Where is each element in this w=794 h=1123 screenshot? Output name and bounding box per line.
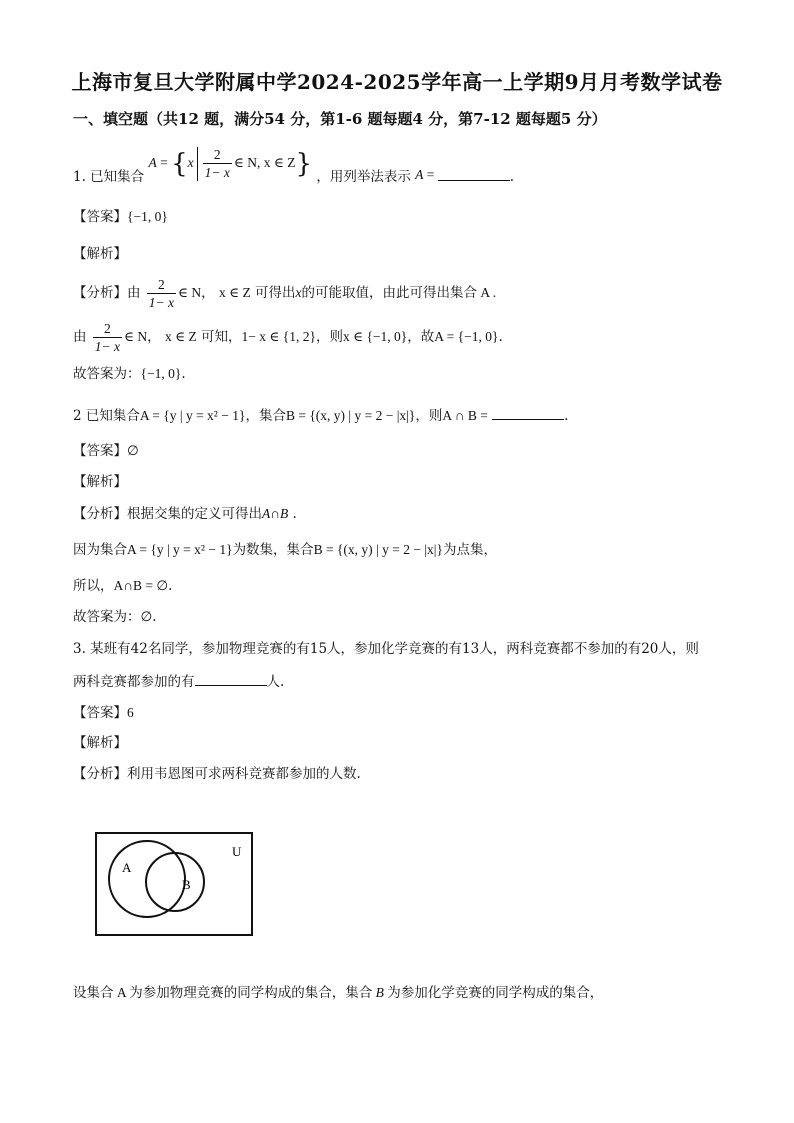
q1-prefix: 1. 已知集合 xyxy=(73,169,145,185)
q1-answer-blank[interactable] xyxy=(438,166,510,181)
q1-fraction: $\frac{2}{1- x}$ xyxy=(204,147,230,180)
q3-answer-blank[interactable] xyxy=(195,671,267,686)
q1-analysis-label: 【解析】 xyxy=(73,246,127,262)
q2-final: 故答案为：∅. xyxy=(73,609,157,625)
q3-analysis-label: 【解析】 xyxy=(73,735,127,751)
q3-question-line2: 两科竞赛都参加的有 人. xyxy=(73,671,284,692)
venn-label-u: U xyxy=(232,844,242,859)
q3-question-line1: 3. 某班有42名同学，参加物理竞赛的有15人，参加化学竞赛的有13人，两科竞赛都不参加的有20人，则 xyxy=(73,641,699,657)
q2-analysis-label: 【解析】 xyxy=(73,474,127,490)
venn-label-b: B xyxy=(182,877,191,892)
q2-question: 2 已知集合A = {y | y = x² − 1}，集合B = {(x, y) | y = 2 − |x|}，则A ∩ B = . xyxy=(73,405,568,426)
q1-question: 1. 已知集合 A = {x $\frac{2}{1- x}$ ∈ N, x ∈ Z} ，用列举法表示 A = . xyxy=(73,147,515,185)
q3-fenxi: 【分析】利用韦恩图可求两科竞赛都参加的人数. xyxy=(73,766,361,782)
q1-fenxi: 【分析】由 $\frac{2}{1- x}$ ∈ N， x ∈ Z 可得出x的可能取值，由此可得出集合 A . xyxy=(73,277,497,310)
q3-answer-line: 【答案】6 xyxy=(73,705,134,721)
q1-after: ，用列举法表示 xyxy=(316,169,411,185)
q1-final: 故答案为：{−1, 0}. xyxy=(73,366,186,382)
q2-answer-blank[interactable] xyxy=(492,405,564,420)
venn-universe-rect xyxy=(96,833,252,935)
q2-so: 所以，A∩B = ∅. xyxy=(73,578,173,594)
q2-answer: ∅ xyxy=(127,443,139,458)
q2-fenxi: 【分析】根据交集的定义可得出A∩B . xyxy=(73,506,297,522)
venn-label-a: A xyxy=(122,860,132,875)
page-title: 上海市复旦大学附属中学2024-2025学年高一上学期9月月考数学试卷 xyxy=(71,70,723,94)
q3-last-line: 设集合 A 为参加物理竞赛的同学构成的集合，集合 B 为参加化学竞赛的同学构成的集合， xyxy=(73,985,604,1001)
venn-diagram xyxy=(95,832,255,938)
q1-answer-line: 【答案】{−1, 0} xyxy=(73,209,168,225)
q2-answer-line: 【答案】∅ xyxy=(73,443,139,459)
section-heading: 一、填空题（共12 题，满分54 分，第1-6 题每题4 分，第7-12 题每题5 分） xyxy=(73,110,607,128)
q3-answer: 6 xyxy=(127,705,134,720)
q1-step: 由 $\frac{2}{1- x}$ ∈ N， x ∈ Z 可知，1− x ∈ {1, 2}，则x ∈ {−1, 0}，故A = {−1, 0}. xyxy=(73,321,503,354)
q2-because: 因为集合A = {y | y = x² − 1}为数集，集合B = {(x, y) | y = 2 − |x|}为点集， xyxy=(73,542,497,558)
q1-answer: {−1, 0} xyxy=(127,209,168,224)
venn-circle-b xyxy=(146,853,204,911)
